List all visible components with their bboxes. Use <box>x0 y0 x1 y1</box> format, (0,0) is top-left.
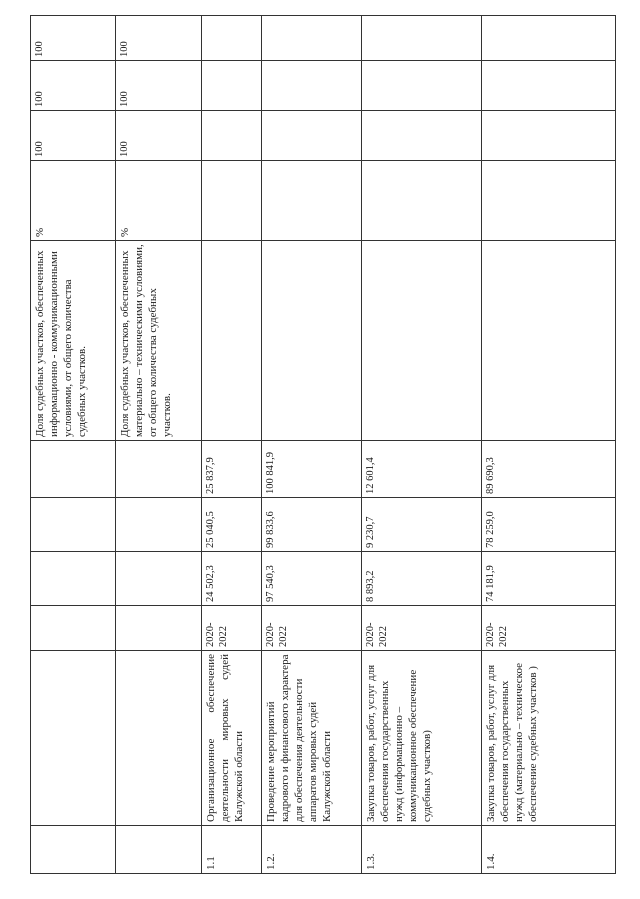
cell-empty <box>262 241 362 441</box>
activity-period: 2020-2022 <box>362 606 482 651</box>
cell-empty <box>31 651 116 826</box>
cell-empty <box>116 826 202 874</box>
table-row <box>482 16 616 874</box>
table-row <box>262 16 362 874</box>
activity-amount: 9 230,7 <box>362 498 482 552</box>
cell-empty <box>482 161 616 241</box>
indicator-value: 100 <box>116 61 202 111</box>
activity-amount: 8 893,2 <box>362 552 482 606</box>
cell-empty <box>482 16 616 61</box>
cell-empty <box>116 552 202 606</box>
indicator-value: 100 <box>31 61 116 111</box>
activity-code: 1.4. <box>482 826 616 874</box>
indicator-value: 100 <box>116 111 202 161</box>
indicator-name: Доля судебных участков, обеспеченных информационно - коммуникационными условиями, от общего количества судебных участков. <box>31 241 116 441</box>
activity-amount: 74 181,9 <box>482 552 616 606</box>
activity-amount: 97 540,3 <box>262 552 362 606</box>
cell-empty <box>482 111 616 161</box>
activity-amount: 100 841,9 <box>262 441 362 498</box>
activity-amount: 25 837,9 <box>202 441 262 498</box>
activity-code: 1.2. <box>262 826 362 874</box>
table-row <box>116 16 202 874</box>
activity-name: Закупка товаров, работ, услуг для обеспечения государственных нужд (информационно – коммуникационное обеспечение судебных участков) <box>362 651 482 826</box>
cell-empty <box>262 61 362 111</box>
indicator-unit: % <box>31 161 116 241</box>
activity-name: Проведение мероприятий кадрового и финансового характера для обеспечения деятельности аппаратов мировых судей Калужской области <box>262 651 362 826</box>
cell-empty <box>202 161 262 241</box>
activity-code: 1.3. <box>362 826 482 874</box>
activity-amount: 12 601,4 <box>362 441 482 498</box>
activity-amount: 99 833,6 <box>262 498 362 552</box>
cell-empty <box>362 241 482 441</box>
activity-name: Закупка товаров, работ, услуг для обеспечения государственных нужд (материально – техническое обеспечение судебных участков ) <box>482 651 616 826</box>
cell-empty <box>262 111 362 161</box>
activity-amount: 89 690,3 <box>482 441 616 498</box>
cell-empty <box>31 826 116 874</box>
table-row <box>31 16 116 874</box>
cell-empty <box>202 241 262 441</box>
cell-empty <box>116 651 202 826</box>
cell-empty <box>362 16 482 61</box>
cell-empty <box>362 61 482 111</box>
cell-empty <box>202 61 262 111</box>
activity-period: 2020-2022 <box>262 606 362 651</box>
cell-empty <box>31 552 116 606</box>
cell-empty <box>116 441 202 498</box>
indicator-value: 100 <box>31 16 116 61</box>
cell-empty <box>262 16 362 61</box>
indicator-name: Доля судебных участков, обеспеченных материально – техническими условиями, от общего количества судебных участков. <box>116 241 202 441</box>
program-table <box>30 15 616 874</box>
cell-empty <box>362 111 482 161</box>
cell-empty <box>482 61 616 111</box>
activity-amount: 78 259,0 <box>482 498 616 552</box>
table-row <box>202 16 262 874</box>
table-row <box>362 16 482 874</box>
activity-code: 1.1 <box>202 826 262 874</box>
rotated-page <box>30 16 615 874</box>
cell-empty <box>202 111 262 161</box>
cell-empty <box>482 241 616 441</box>
cell-empty <box>31 606 116 651</box>
cell-empty <box>31 441 116 498</box>
indicator-value: 100 <box>31 111 116 161</box>
activity-period: 2020-2022 <box>482 606 616 651</box>
cell-empty <box>262 161 362 241</box>
cell-empty <box>202 16 262 61</box>
activity-amount: 24 502,3 <box>202 552 262 606</box>
cell-empty <box>362 161 482 241</box>
cell-empty <box>116 606 202 651</box>
cell-empty <box>31 498 116 552</box>
indicator-unit: % <box>116 161 202 241</box>
activity-period: 2020-2022 <box>202 606 262 651</box>
activity-amount: 25 040,5 <box>202 498 262 552</box>
cell-empty <box>116 498 202 552</box>
indicator-value: 100 <box>116 16 202 61</box>
activity-name: Организационное обеспечение деятельности мировых судей Калужской области <box>202 651 262 826</box>
